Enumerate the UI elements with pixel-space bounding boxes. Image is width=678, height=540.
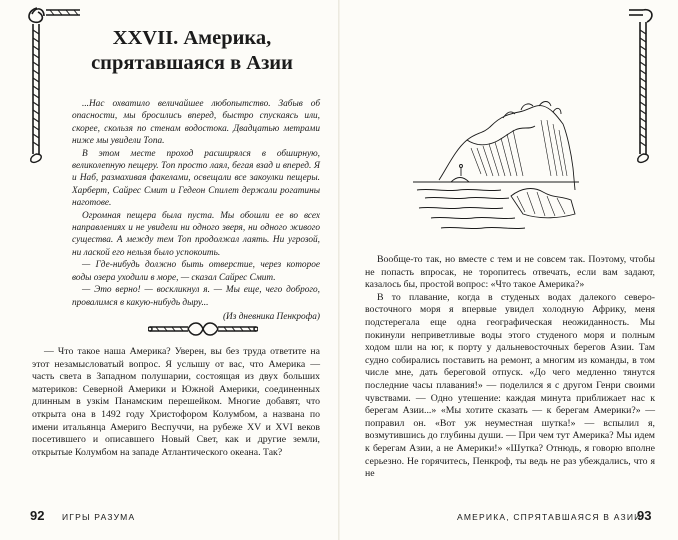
right-page — [339, 0, 678, 540]
epigraph — [72, 98, 320, 323]
epigraph-paragraph: — Где-нибудь должно быть отверстие, через которое воды озера уходили в море, — сказал Сайрес Смит. — [72, 260, 320, 283]
chapter-title — [68, 26, 316, 76]
body-paragraph: В то плавание, когда в студеных водах далекого северо-восточного моря я впервые увидел холодную Африку, меня подстерегала еще одна географическая неожиданность. Мы покинули неприветливые воды этого студеного моря и полным ходом шли на юг, к порту у дальневосточных берегов Азии. Там судно собирались поставить на ремонт, а многим из команды, в том числе мне, дать береговой отпуск. «До чего медленно тянутся последние часы плавания!» — поделился я с другом Генри своими чувствами. — Одно утешение: каждая минута приближает нас к берегам Азии...» «Мы хотите сказать — к берегам Америки?» — поправил он. «Вот уж неуместная шутка!» — вспылил я, возмутившись до глубины души. — При чем тут Америка? Мы идем к берегам Азии, а не Америки!» «Шутка? Отнюдь, я говорю вполне серьезно. Не горячитесь, Пенкроф, ты ведь не раз убеждались, что я не — [365, 291, 655, 480]
running-head-left: ИГРЫ РАЗУМА — [62, 512, 136, 522]
body-paragraph: — Что такое наша Америка? Уверен, вы без труда ответите на этот незамысловатый вопрос. Я услышу от вас, что Америка — часть света в Западном полушарии, состоящая из двух больших материков: Северной Америки и Южной Америки, соединенных длинным в узкім Панамским перешейком. Многие добавят, что открыта она в 1492 году Христофором Колумбом, а названа по имени итальянца Америго Веспуччи, на рубеже XV и XVI веков посетившего и описавшего Новый Свет, как и другие земли, открытые Колумбом на западе Атлантического океана. Так? — [32, 346, 320, 458]
chapter-title-line1: XXVII. Америка, — [112, 27, 272, 49]
seashore-cliff-illustration — [411, 64, 581, 236]
left-body-text — [32, 346, 320, 459]
body-paragraph: Вообще-то так, но вместе с тем и не совсем так. Поэтому, чтобы не попасть впросак, не торопитесь отвечать, если вам задают, казалось бы, простой вопрос: «Что такое Америка?» — [365, 254, 655, 291]
page-number-left: 92 — [30, 508, 45, 523]
page-number-right: 93 — [637, 508, 652, 523]
rope-ornament-left — [24, 4, 50, 164]
running-head-right: АМЕРИКА, СПРЯТАВШАЯСЯ В АЗИИ — [457, 512, 642, 522]
right-body-text — [365, 254, 655, 481]
rope-ornament-right — [629, 4, 657, 164]
rope-ornament-top — [46, 4, 82, 20]
rope-divider-icon — [148, 320, 258, 338]
epigraph-paragraph: Огромная пещера была пуста. Мы обошли ее во всех направлениях и не увидели ни одного зверя, ни одного живого существа. А между тем Топ продолжал лаять. Ни угрозой, ни лаской его нельзя было успокоить. — [72, 210, 320, 258]
epigraph-paragraph: — Это верно! — воскликнул я. — Мы еще, чего доброго, провалимся в какую-нибудь дыру... — [72, 285, 320, 308]
epigraph-source: (Из дневника Пенкрофа) — [222, 311, 320, 322]
epigraph-paragraph: В этом месте проход расширялся в обширную, великолепную пещеру. Топ просто лаял, бегая взад и вперед. Я и Наб, размахивая факелами, освещали все закоулки пещеры. Харберт, Сайрес Смит и Гедеон Спилет держали рогатины наготове. — [72, 148, 320, 209]
epigraph-paragraph: ...Нас охватило величайшее любопытство. Забыв об опасности, мы бросились вперед, быстро спускаясь или, скорее, скользя по стенам водостока. Двадцатью метрами ниже мы увидели Топа. — [72, 99, 320, 147]
chapter-title-line2: спрятавшаяся в Азии — [91, 52, 293, 74]
